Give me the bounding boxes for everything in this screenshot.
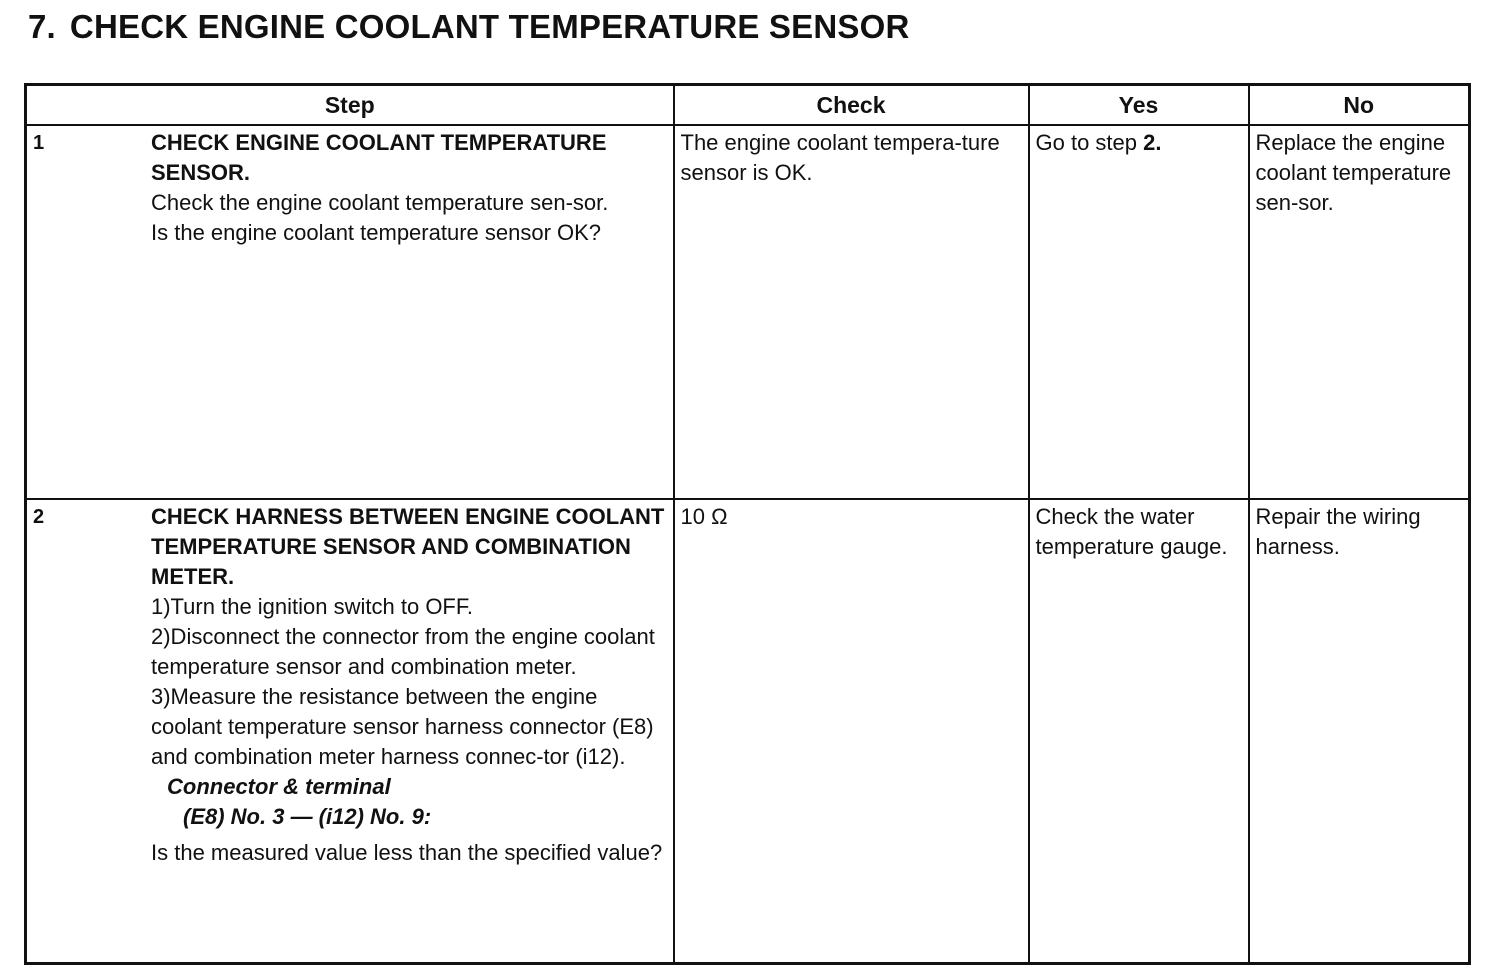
step-instruction: 1)Turn the ignition switch to OFF. [151,594,473,619]
step-body [151,500,673,872]
section-title: CHECK ENGINE COOLANT TEMPERATURE SENSOR [69,8,910,45]
step-cell [26,499,674,964]
yes-cell [1029,125,1249,499]
step-instruction: 2)Disconnect the connector from the engine coolant temperature sensor and combination meter. [151,624,655,679]
check-cell: 10 Ω [674,499,1029,964]
spec-label: Connector & terminal [167,774,391,799]
step-number: 2 [33,506,45,528]
step-cell [26,125,674,499]
step-heading: CHECK HARNESS BETWEEN ENGINE COOLANT TEMPERATURE SENSOR AND COMBINATION METER. [151,504,665,589]
header-step: Step [26,85,674,126]
diagnostic-table [24,83,1471,965]
step-instruction: Check the engine coolant temperature sen-sor. [151,190,609,215]
step-question: Is the measured value less than the specified value? [151,840,663,865]
yes-text: Go to step [1035,130,1144,155]
yes-cell: Check the water temperature gauge. [1029,499,1249,964]
no-cell: Replace the engine coolant temperature sen-sor. [1249,125,1470,499]
check-cell: The engine coolant tempera-ture sensor is OK. [674,125,1029,499]
page-title [28,8,910,46]
section-number: 7. [28,8,56,45]
header-check: Check [674,85,1029,126]
step-body [151,126,673,252]
yes-step-ref: 2. [1143,130,1162,155]
step-number: 1 [33,132,45,154]
spec-value: (E8) No. 3 — (i12) No. 9: [183,804,432,829]
no-cell: Repair the wiring harness. [1249,499,1470,964]
step-instruction: 3)Measure the resistance between the engine coolant temperature sensor harness connector (E8) and combination meter harness connec-tor (i12). [151,684,654,769]
step-heading: CHECK ENGINE COOLANT TEMPERATURE SENSOR. [151,130,607,185]
table-row [26,125,1470,499]
header-no: No [1249,85,1470,126]
header-yes: Yes [1029,85,1249,126]
step-question: Is the engine coolant temperature sensor OK? [151,220,602,245]
table-header-row [26,85,1470,126]
table-row [26,499,1470,964]
